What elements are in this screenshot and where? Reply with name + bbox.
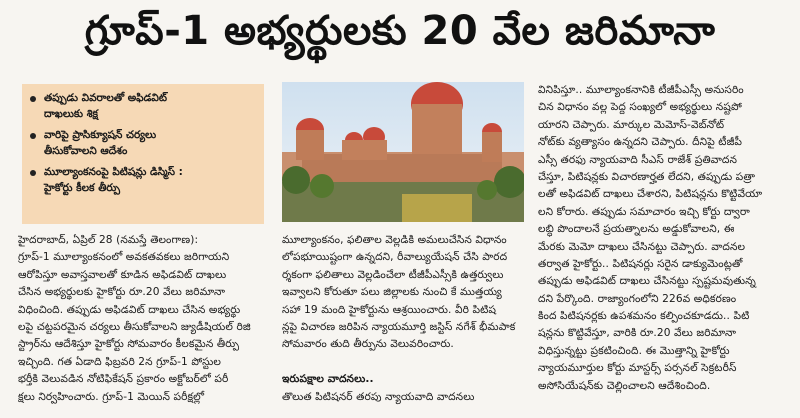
text-line: తొలుత పిటిషనర్ తరపు న్యాయవాది వాదనలు <box>282 390 475 403</box>
text-line: ఆరోపిస్తూ అవాస్తవాలతో కూడిన అఫిడవిట్ దాఖలు <box>18 268 227 281</box>
high-court-photo <box>282 82 524 222</box>
text-line: కింద పిటిషనర్లకు ఉపశమనం కల్పించకూడదు.. పిటి <box>538 310 750 323</box>
article-column-2 <box>282 232 532 406</box>
bullet-icon <box>30 133 36 139</box>
headline: గ్రూప్-1 అభ్యర్థులకు 20 వేల జరిమానా <box>84 8 716 54</box>
text-line: సహా 19 మంది హైకోర్టును ఆశ్రయించారు. వీరి పిటిష <box>282 303 497 316</box>
bullet-icon <box>30 96 36 102</box>
text-line <box>282 354 532 371</box>
text-line: సోమవారం తుది తీర్పును వెలువరించారు. <box>282 338 454 351</box>
text-line: లని కోరారు. తప్పుడు సమాచారం ఇచ్చి కోర్టు ద్వారా <box>538 205 750 218</box>
text-line: లతో అఫిడవిట్ దాఖలు చేశారని, పిటిషన్లను కొట్టివేయా <box>538 188 763 201</box>
highlight-text: తప్పుడు వివరాలతో అఫిడవిట్ దాఖలుకు శిక్ష <box>44 92 167 120</box>
bullet-icon <box>30 170 36 176</box>
text-line: లోపభూయిష్టంగా ఉన్నదని, రీవాల్యుయేషన్ చేసి పారద <box>282 251 508 264</box>
highlight-text: వారిపై ప్రాసిక్యూషన్ చర్యలు తీసుకోవాలని ఆదేశం <box>44 129 157 157</box>
text-line: ఎస్సీ తరఫు న్యాయవాది సీఎస్ రాజేశ్ ప్రతివాదన <box>538 153 738 166</box>
text-line: విధించింది. తప్పుడు అఫిడవిట్ దాఖలు చేసిన అభ్యర్థు <box>18 303 241 316</box>
text-line: చేసిన అభ్యర్థులకు హైకోర్టు రూ.20 వేలు జరిమానా <box>18 286 226 299</box>
text-line: భర్తీకి వెలువడిన నోటిఫికేషన్ ప్రకారం అక్టోబర్‌లో పరీ <box>18 373 229 386</box>
text-line: న్లపై విచారణ జరిపిన న్యాయమూర్తి జస్టిస్ నగేశ్ భీమపాక <box>282 320 516 333</box>
high-court-building-image <box>282 82 524 222</box>
text-line: మేరకు మెమో దాఖలు చేసినట్టు చెప్పారు. వాదనల <box>538 240 746 253</box>
text-line: స్ట్రార్‌ను ఆదేశిస్తూ హైకోర్టు సోమవారం కీలకమైన తీర్పు <box>18 338 240 351</box>
highlights-box <box>22 84 264 224</box>
text-line: తర్వాత హైకోర్టు.. పిటిషనర్లు సరైన డాక్యుమెంట్లతో <box>538 257 743 270</box>
text-line: అసోసియేషన్‌కు చెల్లించాలని ఆదేశించింది. <box>538 379 711 392</box>
text-line: ర్శకంగా ఫలితాలు వెల్లడించేలా టీజీపీఎస్సీకి ఉత్తర్వులు <box>282 268 504 281</box>
text-line: దని పేర్కొంది. రాజ్యాంగంలోని 226వ అధికరణం <box>538 292 737 305</box>
text-line: హైదరాబాద్, ఏప్రిల్ 28 (నమస్తే తెలంగాణ): <box>18 234 199 246</box>
text-line: షన్లను కొట్టివేస్తూ, వారికి రూ.20 వేలు జరిమానా <box>538 327 737 340</box>
text-line: నోట్‌కు వ్యత్యాసం ఉన్నదని చెప్పారు. దీనిపై టీజీపీ <box>538 136 743 149</box>
text-line: యారని చెప్పారు. మార్కుల మెమోస్-వెబ్‌నోట్ <box>538 118 725 131</box>
text-line: గ్రూప్-1 మూల్యాంకనంలో అవకతవకలు జరిగాయని <box>18 251 230 264</box>
text-line: విధిస్తున్నట్టు ప్రకటించింది. ఈ మొత్తాన్ని హైకోర్టు <box>538 344 730 357</box>
text-line: చేస్తూ, పిటిషన్లకు విచారణార్హత లేదని, తప్పుడు పత్రా <box>538 170 755 183</box>
text-line: మూల్యాంకనం, ఫలితాల వెల్లడికి అమలుచేసిన విధానం <box>282 234 507 246</box>
text-line: లపై చట్టపరమైన చర్యలు తీసుకోవాలని జ్యుడీషియల్ రిజి <box>18 320 251 333</box>
highlight-text: మూల్యాంకనంపై పిటిషన్లు డిస్మిస్ : హైకోర్టు కీలక తీర్పు <box>44 166 183 194</box>
text-line: లబ్ధి పొందాలనే ప్రయత్నాలను అడ్డుకోవాలని, ఈ <box>538 223 735 236</box>
text-line: వినిపిస్తూ.. మూల్యాంకనానికి టీజీపీఎస్సీ అనుసరిం <box>538 84 744 96</box>
text-line: న్యాయమూర్తుల కోర్టు మాస్టర్స్ పర్సనల్ సెక్రటరీస్ <box>538 362 737 375</box>
article-column-1 <box>18 232 268 406</box>
text-line: ఇచ్చింది. గత ఏడాది ఫిబ్రవరి 2న గ్రూప్-1 పోస్టుల <box>18 355 221 368</box>
article-column-3 <box>538 82 793 395</box>
subheading: ఇరుపక్షాల వాదనలు.. <box>282 373 374 386</box>
highlight-item <box>28 164 256 196</box>
highlight-item <box>28 127 256 159</box>
text-line: తప్పుడు అఫిడవిట్ దాఖలు చేసినట్టు స్పష్టమవుతున్న <box>538 275 756 288</box>
text-line: క్షలు నిర్వహించారు. గ్రూప్-1 మెయిన్ పరీక్షల్లో <box>18 390 205 403</box>
highlight-item <box>28 90 256 122</box>
text-line: చిన విధానం వల్ల పెద్ద సంఖ్యలో అభ్యర్థులు నష్టపో <box>538 101 742 114</box>
text-line: ఇవ్వాలని కోరుతూ పలు జిల్లాలకు నుంచి కే ముత్తయ్య <box>282 286 502 299</box>
